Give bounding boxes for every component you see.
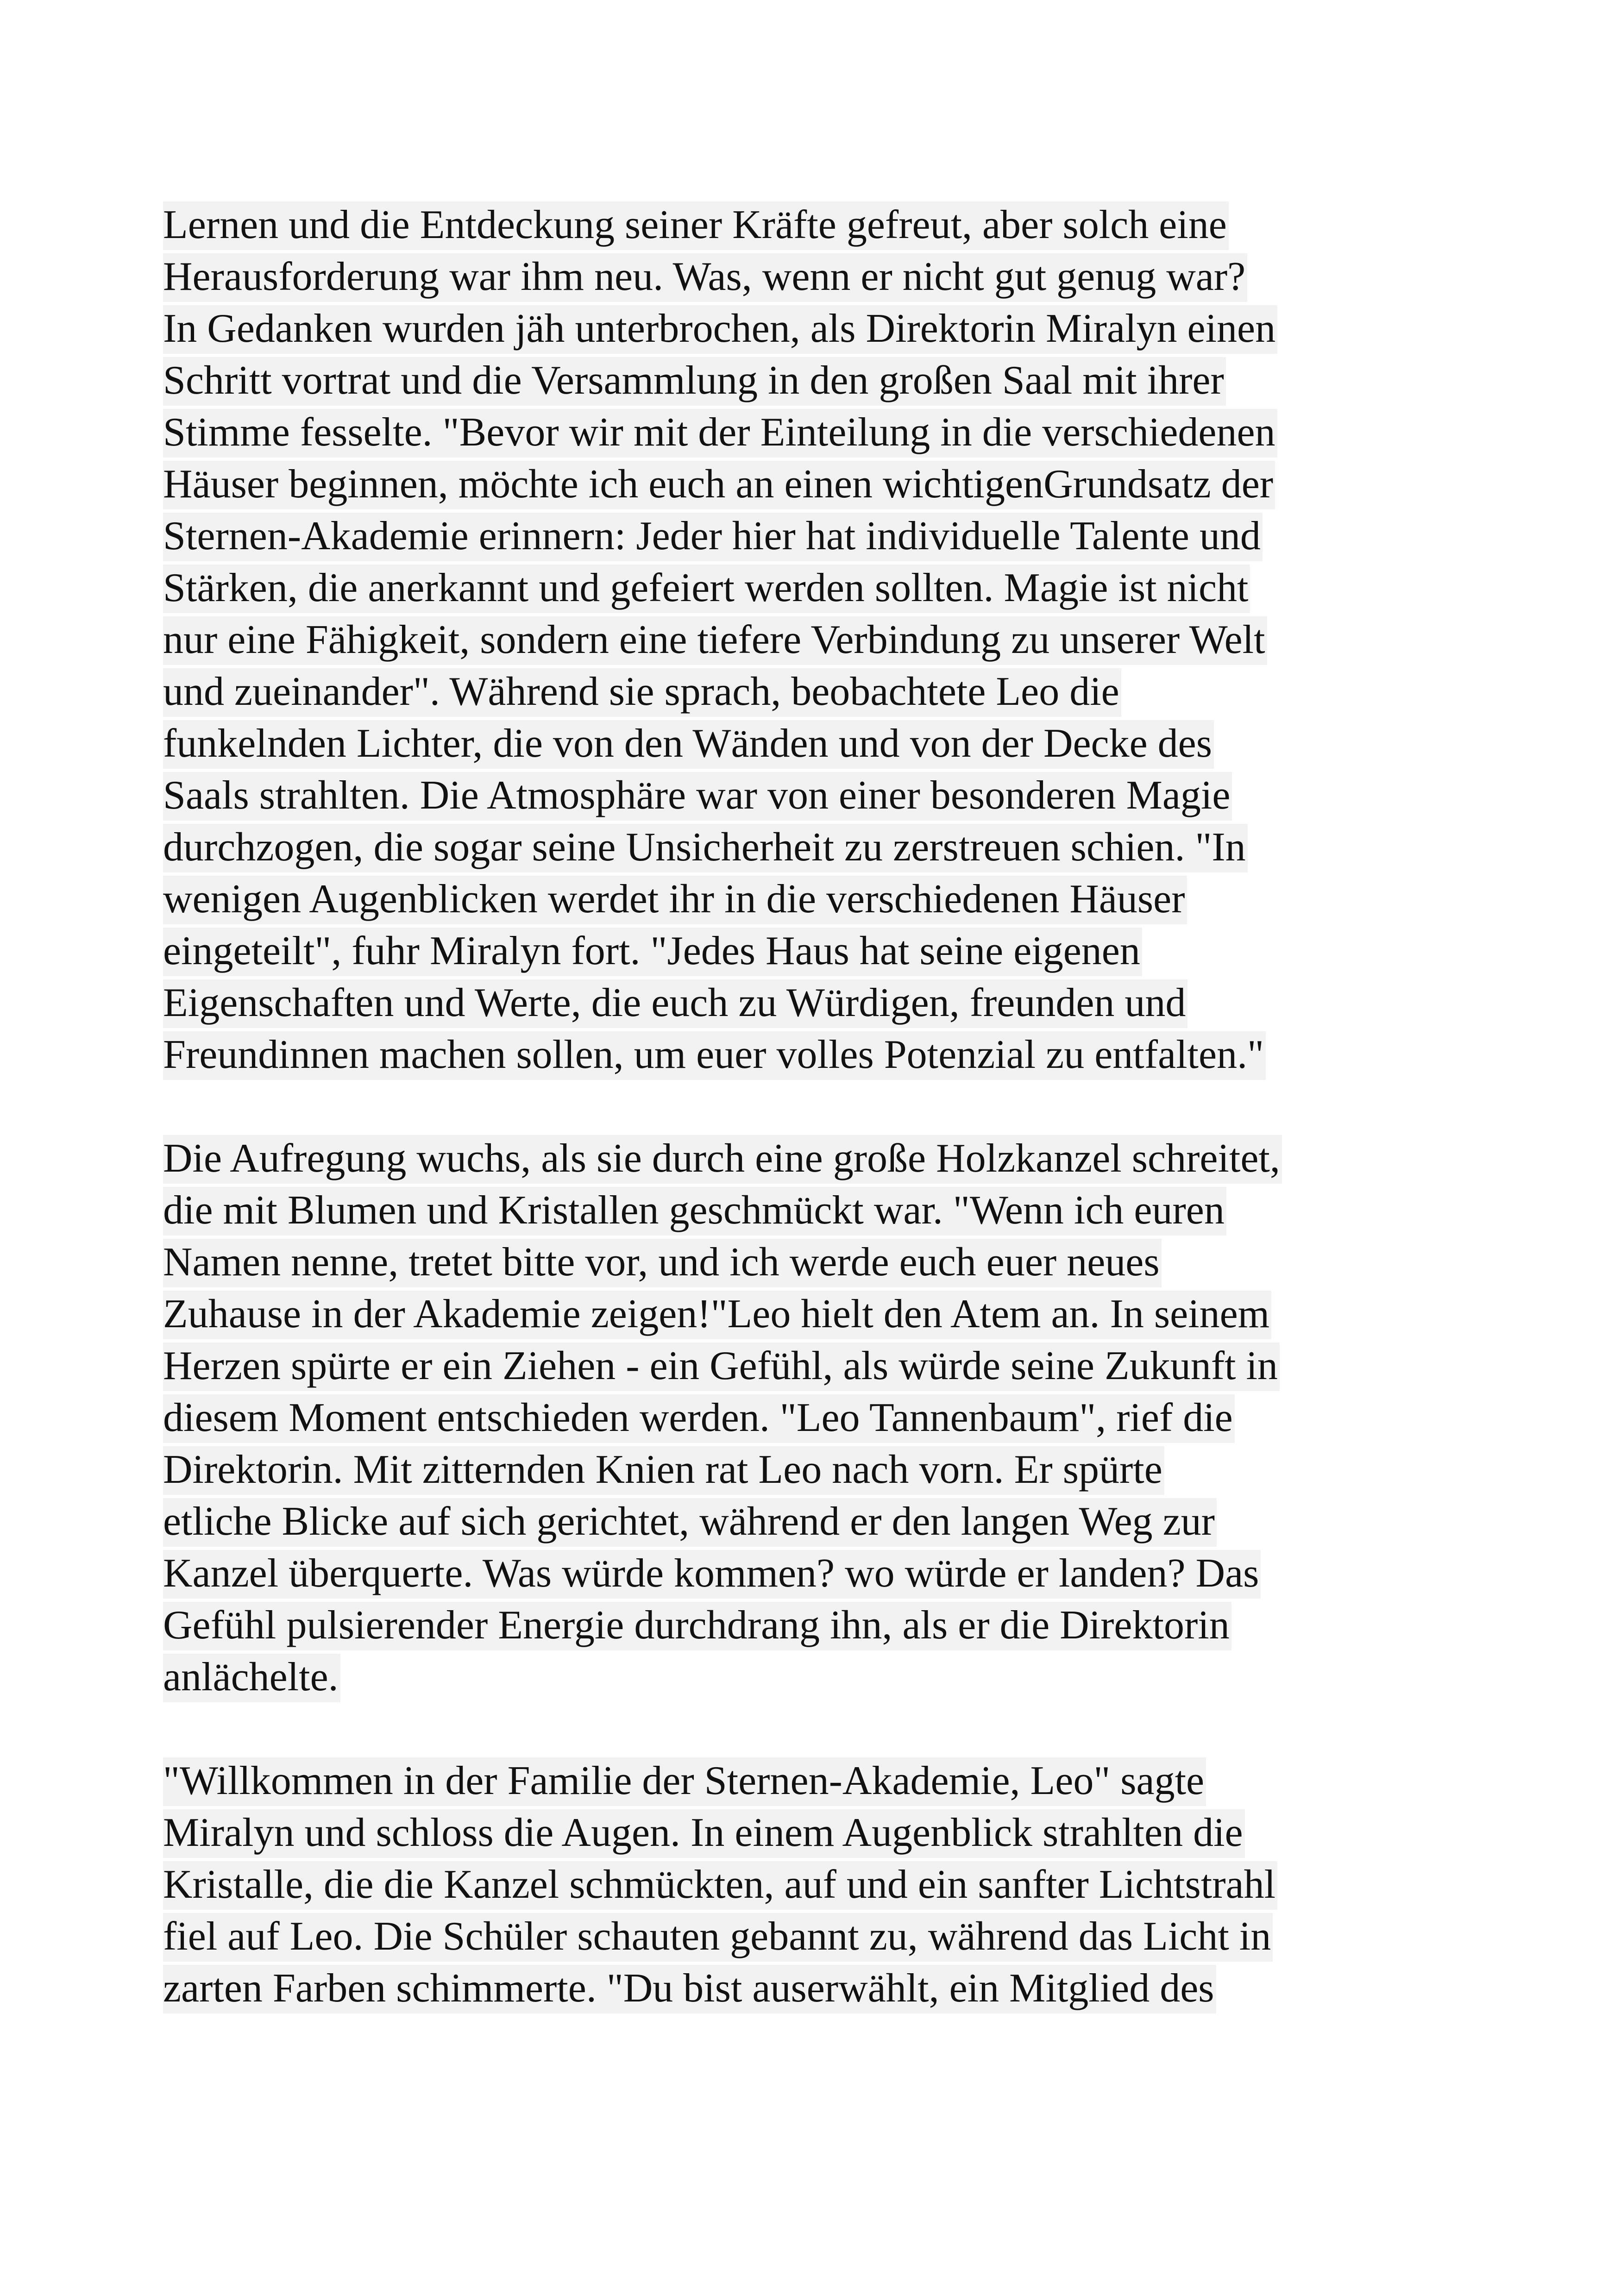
text-line-content: die mit Blumen und Kristallen geschmückt war. "Wenn ich euren: [163, 1187, 1226, 1236]
text-line: [163, 822, 1506, 873]
text-line: [163, 1496, 1506, 1548]
text-line-content: Saals strahlten. Die Atmosphäre war von einer besonderen Magie: [163, 772, 1232, 821]
text-line: [163, 1340, 1506, 1392]
text-line-content: Sternen-Akademie erinnern: Jeder hier hat individuelle Talente und: [163, 513, 1263, 561]
text-line-content: Häuser beginnen, möchte ich euch an einen wichtigenGrundsatz der: [163, 461, 1275, 509]
text-line: [163, 1185, 1506, 1236]
text-line-content: In Gedanken wurden jäh unterbrochen, als Direktorin Miralyn einen: [163, 305, 1277, 354]
paragraph: [163, 1133, 1506, 1703]
text-line-content: Freundinnen machen sollen, um euer volles Potenzial zu entfalten.": [163, 1031, 1266, 1080]
text-line: [163, 562, 1506, 614]
text-line-content: Zuhause in der Akademie zeigen!"Leo hielt den Atem an. In seinem: [163, 1291, 1271, 1339]
text-line: [163, 1236, 1506, 1288]
text-line-content: Stimme fesselte. "Bevor wir mit der Einteilung in die verschiedenen: [163, 409, 1277, 458]
text-line: [163, 1963, 1506, 2014]
text-line-content: fiel auf Leo. Die Schüler schauten gebannt zu, während das Licht in: [163, 1913, 1273, 1962]
text-line-content: Kristalle, die die Kanzel schmückten, auf und ein sanfter Lichtstrahl: [163, 1861, 1277, 1910]
text-line: [163, 458, 1506, 510]
text-line: [163, 510, 1506, 562]
text-line-content: Direktorin. Mit zitternden Knien rat Leo nach vorn. Er spürte: [163, 1446, 1164, 1495]
text-line: [163, 873, 1506, 925]
text-line: [163, 977, 1506, 1029]
text-line-content: Miralyn und schloss die Augen. In einem Augenblick strahlten die: [163, 1809, 1245, 1858]
text-line-content: "Willkommen in der Familie der Sternen-Akademie, Leo" sagte: [163, 1757, 1206, 1806]
text-line-content: Kanzel überquerte. Was würde kommen? wo würde er landen? Das: [163, 1550, 1261, 1599]
text-line: [163, 1029, 1506, 1081]
text-line: [163, 1548, 1506, 1600]
text-line-content: Die Aufregung wuchs, als sie durch eine große Holzkanzel schreitet,: [163, 1135, 1282, 1184]
paragraph: [163, 199, 1506, 1081]
text-line: [163, 1288, 1506, 1340]
text-line-content: wenigen Augenblicken werdet ihr in die verschiedenen Häuser: [163, 876, 1187, 924]
text-line: [163, 770, 1506, 822]
text-line: [163, 1133, 1506, 1185]
text-line-content: Stärken, die anerkannt und gefeiert werden sollten. Magie ist nicht: [163, 565, 1250, 613]
text-line-content: funkelnden Lichter, die von den Wänden und von der Decke des: [163, 720, 1214, 769]
text-line: [163, 1600, 1506, 1651]
text-line: [163, 925, 1506, 977]
text-line-content: und zueinander". Während sie sprach, beobachtete Leo die: [163, 668, 1121, 717]
text-line-content: eingeteilt", fuhr Miralyn fort. "Jedes Haus hat seine eigenen: [163, 928, 1142, 976]
text-line-content: diesem Moment entschieden werden. "Leo Tannenbaum", rief die: [163, 1394, 1235, 1443]
text-line: [163, 407, 1506, 458]
text-line: [163, 614, 1506, 666]
paragraph: [163, 1755, 1506, 2014]
text-line: [163, 1651, 1506, 1703]
text-line: [163, 1807, 1506, 1859]
text-line-content: Eigenschaften und Werte, die euch zu Würdigen, freunden und: [163, 979, 1187, 1028]
text-line-content: nur eine Fähigkeit, sondern eine tiefere Verbindung zu unserer Welt: [163, 616, 1267, 665]
text-line: [163, 355, 1506, 407]
text-line: [163, 718, 1506, 770]
text-line: [163, 1755, 1506, 1807]
text-line: [163, 251, 1506, 303]
text-line: [163, 1392, 1506, 1444]
text-line: [163, 666, 1506, 718]
text-line-content: zarten Farben schimmerte. "Du bist auserwählt, ein Mitglied des: [163, 1965, 1216, 2014]
document-body: [163, 199, 1506, 2014]
text-line: [163, 1859, 1506, 1911]
text-line: [163, 303, 1506, 355]
text-line: [163, 1444, 1506, 1496]
text-line-content: Schritt vortrat und die Versammlung in den großen Saal mit ihrer: [163, 357, 1226, 406]
text-line-content: etliche Blicke auf sich gerichtet, während er den langen Weg zur: [163, 1498, 1217, 1547]
text-line-content: Lernen und die Entdeckung seiner Kräfte gefreut, aber solch eine: [163, 201, 1229, 250]
text-line-content: anlächelte.: [163, 1654, 340, 1702]
text-line-content: Namen nenne, tretet bitte vor, und ich werde euch euer neues: [163, 1239, 1162, 1287]
text-line: [163, 1911, 1506, 1963]
text-line-content: Herausforderung war ihm neu. Was, wenn er nicht gut genug war?: [163, 253, 1247, 302]
text-line: [163, 199, 1506, 251]
text-line-content: Herzen spürte er ein Ziehen - ein Gefühl, als würde seine Zukunft in: [163, 1342, 1280, 1391]
text-line-content: Gefühl pulsierender Energie durchdrang ihn, als er die Direktorin: [163, 1602, 1231, 1650]
text-line-content: durchzogen, die sogar seine Unsicherheit zu zerstreuen schien. "In: [163, 824, 1248, 872]
